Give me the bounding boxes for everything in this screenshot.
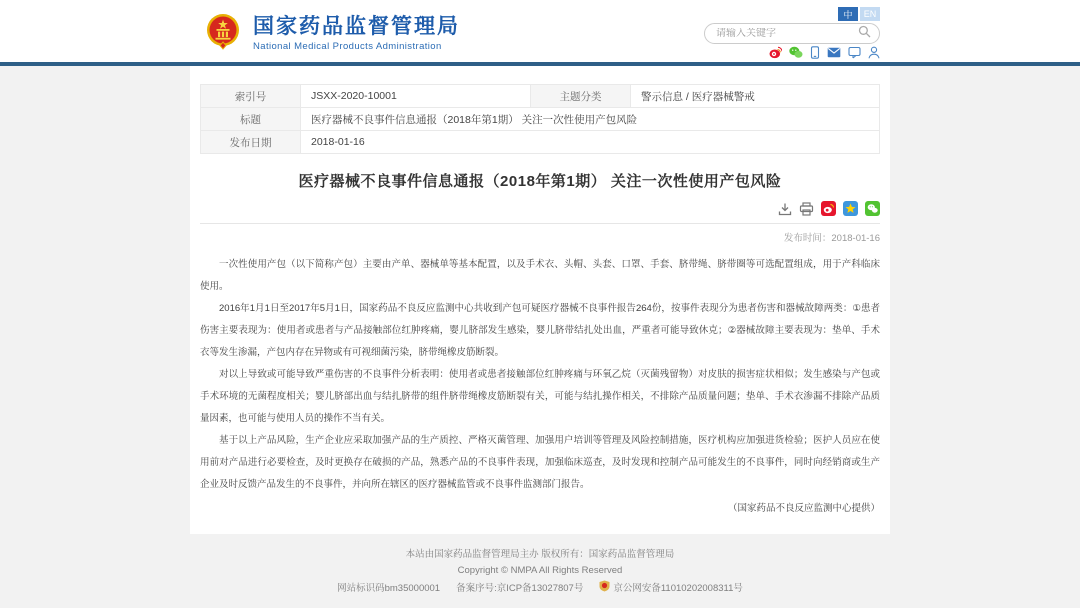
footer-police-text: 京公网安备11010202008311号 <box>613 583 743 594</box>
weibo-share-icon[interactable] <box>821 201 836 216</box>
search-input[interactable] <box>716 28 858 39</box>
article-paragraph: 2016年1月1日至2017年5月1日，国家药品不良反应监测中心共收到产包可疑医疗器械不良事件报告264份，按事件表现分为患者伤害和器械故障两类：①患者伤害主要表现为：使用者或患者与产品接触部位红肿疼痛，婴儿脐部发生感染，婴儿脐带结扎处出血，严重者可能导致休克；②器械故障主要表现为：垫单、手术衣等发生渗漏，产包内存在异物或有可视细菌污染，脐带绳橡皮筋断裂。 <box>200 303 880 358</box>
site-header <box>0 0 1080 62</box>
table-row <box>201 131 880 154</box>
download-icon[interactable] <box>778 202 792 216</box>
meta-category-label: 主题分类 <box>531 85 631 108</box>
footer-police-link[interactable] <box>599 580 743 598</box>
lang-zh-button[interactable]: 中 <box>838 7 858 21</box>
social-icon-row <box>769 46 880 59</box>
weibo-icon[interactable] <box>769 46 782 59</box>
print-icon[interactable] <box>799 202 814 216</box>
site-footer <box>0 534 1080 608</box>
article-paragraph: 基于以上产品风险，生产企业应采取加强产品的生产质控、严格灭菌管理、加强用户培训等管理及风险控制措施，医疗机构应加强进货检验；医护人员应在使用前对产品进行必要检查，及时更换存在破损的产品，熟悉产品的不良事件表现，加强临床巡查，及时发现和控制产品可能发生的不良事件，同时向经销商或生产企业及时反馈产品发生的不良事件，并向所在辖区的医疗器械监管或不良事件监测部门报告。 <box>200 435 880 490</box>
meta-category-value: 警示信息 / 医疗器械警戒 <box>631 85 880 108</box>
content-panel <box>190 66 890 534</box>
article-paragraph: 一次性使用产包（以下简称产包）主要由产单、器械单等基本配置，以及手术衣、头帽、头套、口罩、手套、脐带绳、脐带圈等可选配置组成，用于产科临床使用。 <box>200 259 880 292</box>
comment-icon[interactable] <box>848 46 861 59</box>
meta-index-label: 索引号 <box>201 85 301 108</box>
table-row <box>201 108 880 131</box>
meta-date-label: 发布日期 <box>201 131 301 154</box>
footer-registration-row <box>0 580 1080 598</box>
footer-site-code: 网站标识码bm35000001 <box>337 583 441 594</box>
source-credit: （国家药品不良反应监测中心提供） <box>727 503 880 514</box>
article-paragraph: 对以上导致或可能导致严重伤害的不良事件分析表明：使用者或患者接触部位红肿疼痛与环氧乙烷（灭菌残留物）对皮肤的损害症状相似；发生感染与产包或手术环境的无菌程度相关；婴儿脐部出血与结扎脐带的组件脐带绳橡皮筋断裂有关，可能与结扎操作相关，不排除产品质量问题；垫单、手术衣渗漏不排除产品质量因素，也可能与使用人员的操作不当有关。 <box>200 369 880 424</box>
meta-date-value: 2018-01-16 <box>301 131 880 154</box>
language-toggle <box>838 7 880 21</box>
footer-icp-link[interactable]: 备案序号:京ICP备13027807号 <box>456 583 584 594</box>
meta-title-value: 医疗器械不良事件信息通报（2018年第1期） 关注一次性使用产包风险 <box>301 108 880 131</box>
meta-index-value: JSXX-2020-10001 <box>301 85 531 108</box>
search-icon[interactable] <box>858 25 871 43</box>
email-icon[interactable] <box>827 47 841 58</box>
wechat-icon[interactable] <box>789 46 803 59</box>
site-subtitle: National Medical Products Administration <box>253 41 442 52</box>
article-toolbar <box>200 201 880 224</box>
police-badge-icon <box>599 580 610 598</box>
site-brand[interactable] <box>203 11 460 56</box>
publish-time: 发布时间：2018-01-16 <box>783 233 880 244</box>
footer-copyright-zh: 本站由国家药品监督管理局主办 版权所有：国家药品监督管理局 <box>405 549 675 560</box>
document-meta-table <box>200 84 880 154</box>
wechat-share-icon[interactable] <box>865 201 880 216</box>
site-title: 国家药品监督管理局 <box>253 15 460 38</box>
page-title: 医疗器械不良事件信息通报（2018年第1期） 关注一次性使用产包风险 <box>298 173 782 190</box>
nmpa-emblem-icon <box>203 11 243 56</box>
qzone-share-icon[interactable] <box>843 201 858 216</box>
table-row <box>201 85 880 108</box>
search-box <box>704 23 880 44</box>
mobile-icon[interactable] <box>810 46 820 59</box>
user-icon[interactable] <box>868 46 880 59</box>
lang-en-button[interactable]: EN <box>860 7 880 21</box>
article-body <box>200 254 880 496</box>
footer-copyright-en: Copyright © NMPA All Rights Reserved <box>457 565 623 576</box>
meta-title-label: 标题 <box>201 108 301 131</box>
